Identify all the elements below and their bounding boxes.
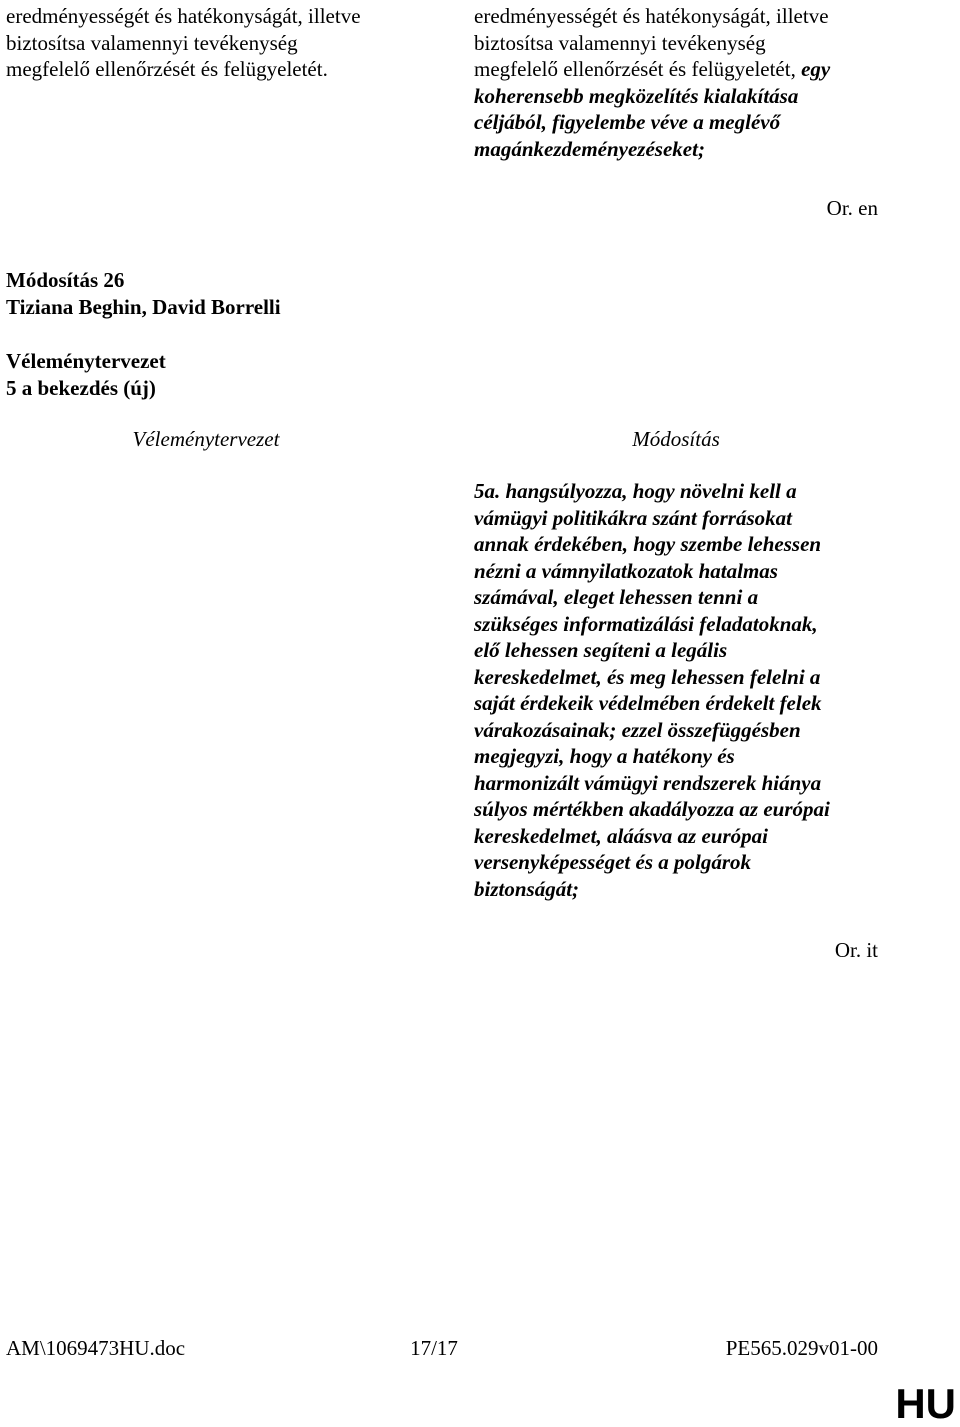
text-line: számával, eleget lehessen tenni a bbox=[474, 585, 759, 609]
footer-pe-ref: PE565.029v01-00 bbox=[725, 1336, 878, 1360]
text-line: kereskedelmet, aláásva az európai bbox=[474, 823, 768, 848]
left-column-header: Véleménytervezet bbox=[132, 427, 280, 451]
amendment-authors: Tiziana Beghin, David Borrelli bbox=[6, 294, 281, 319]
text-line: elő lehessen segíteni a legális bbox=[474, 638, 728, 662]
text-line: biztosítsa valamennyi tevékenység bbox=[474, 30, 766, 55]
text-line: megjegyzi, hogy a hatékony és bbox=[474, 744, 735, 768]
text-line: versenyképességet és a polgárok bbox=[474, 850, 752, 874]
amendment-header bbox=[6, 267, 281, 320]
top-left-text bbox=[6, 3, 361, 83]
emphasized-line: magánkezdeményezéseket; bbox=[474, 136, 705, 161]
emphasized-line: koherensebb megközelítés kialakítása bbox=[474, 83, 799, 108]
text-line: megfelelő ellenőrzését és felügyeletét. bbox=[6, 57, 328, 81]
amendment-number: Módosítás 26 bbox=[6, 268, 125, 292]
amendment-reference bbox=[6, 348, 166, 401]
text-line: biztosítsa valamennyi tevékenység bbox=[6, 30, 298, 55]
language-code: HU bbox=[895, 1380, 956, 1427]
footer-doc-ref: AM\1069473HU.doc bbox=[6, 1336, 186, 1360]
top-right-text bbox=[474, 3, 830, 162]
text-line bbox=[474, 56, 830, 83]
text-line: saját érdekeik védelmében érdekelt felek bbox=[474, 691, 822, 715]
text-line: nézni a vámnyilatkozatok hatalmas bbox=[474, 558, 778, 583]
emphasized-text: egy bbox=[795, 57, 831, 81]
text-line: várakozásainak; ezzel összefüggésben bbox=[474, 717, 801, 742]
text-line: eredményességét és hatékonyságát, illetve bbox=[474, 4, 829, 28]
original-language: Or. it bbox=[834, 938, 878, 962]
text-line: harmonizált vámügyi rendszerek hiánya bbox=[474, 770, 822, 795]
amendment-text bbox=[474, 478, 830, 902]
document-name: Véleménytervezet bbox=[6, 349, 166, 373]
text-line: szükséges informatizálási feladatoknak, bbox=[474, 611, 818, 636]
text-line: biztonságát; bbox=[474, 876, 580, 901]
right-column-header: Módosítás bbox=[632, 427, 720, 451]
plain-text: megfelelő ellenőrzését és felügyeletét, bbox=[474, 57, 796, 81]
paragraph-reference: 5 a bekezdés (új) bbox=[6, 375, 156, 400]
text-line: eredményességét és hatékonyságát, illetve bbox=[6, 4, 361, 28]
footer-page-number: 17/17 bbox=[410, 1336, 458, 1360]
text-line: súlyos mértékben akadályozza az európai bbox=[474, 797, 830, 821]
text-line: kereskedelmet, és meg lehessen felelni a bbox=[474, 664, 821, 689]
text-line: vámügyi politikákra szánt forrásokat bbox=[474, 505, 792, 530]
text-line: annak érdekében, hogy szembe lehessen bbox=[474, 532, 822, 556]
original-language: Or. en bbox=[826, 196, 878, 220]
emphasized-line: céljából, figyelembe véve a meglévő bbox=[474, 110, 781, 134]
text-line: 5a. hangsúlyozza, hogy növelni kell a bbox=[474, 479, 797, 503]
